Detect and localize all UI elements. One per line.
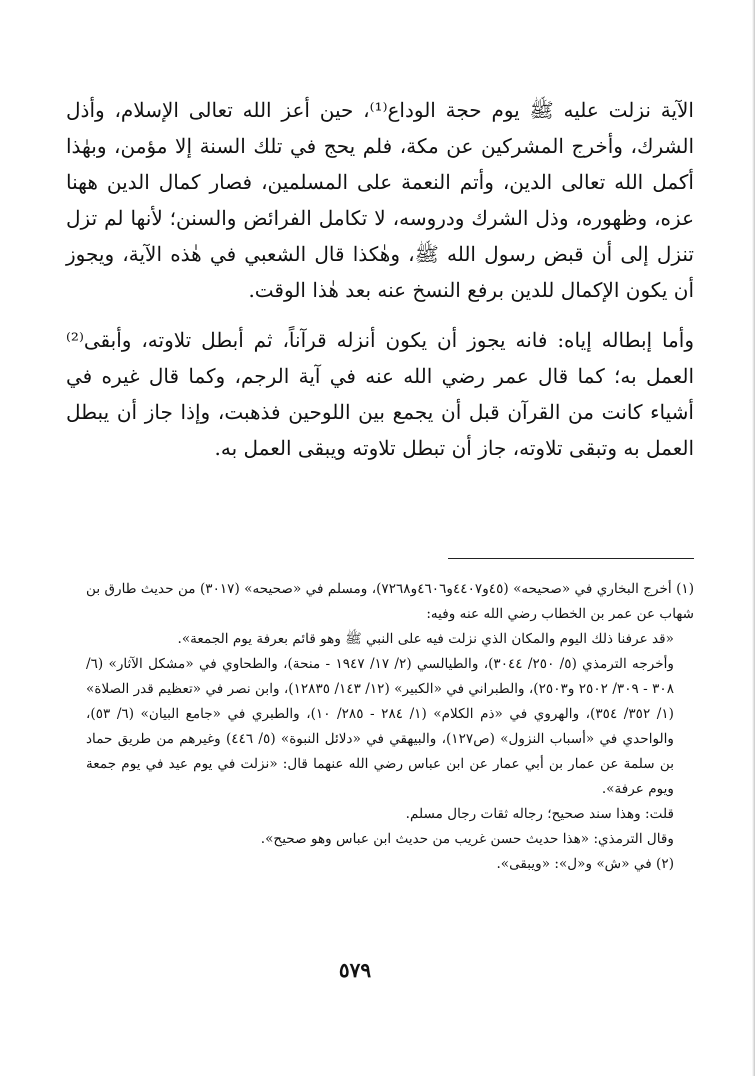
main-text: [66, 92, 694, 466]
footnote-separator: [448, 558, 694, 559]
paragraph: الآية نزلت عليه ﷺ يوم حجة الوداع⁽¹⁾، حين أعز الله تعالى الإسلام، وأذل الشرك، وأخرج المشركين عن مكة، فلم يحج في تلك السنة إلا مؤمن، وبهٰذا أكمل الله تعالى الدين، وأتم النعمة على المسلمين، فصار كمال الدين ههنا عزه، وظهوره، وذل الشرك ودروسه، لا تكامل الفرائض والسنن؛ لأنها لم تزل تنزل إلى أن قبض رسول الله ﷺ، وهٰكذا قال الشعبي في هٰذه الآية، ويجوز أن يكون الإكمال للدين برفع النسخ عنه بعد هٰذا الوقت.: [66, 98, 694, 302]
paragraph: وأما إبطاله إياه: فانه يجوز أن يكون أنزله قرآناً، ثم أبطل تلاوته، وأبقى⁽²⁾ العمل به؛ كما قال عمر رضي الله عنه في آية الرجم، وكما قال غيره في أشياء كانت من القرآن قبل أن يجمع بين اللوحين فذهبت، وإذا جاز أن يبطل العمل به وتبقى تلاوته، جاز أن تبطل تلاوته ويبقى العمل به.: [66, 328, 694, 460]
footnote-line: وأخرجه الترمذي (٥/ ٢٥٠/ ٣٠٤٤)، والطيالسي (٢/ ١٧/ ١٩٤٧ - منحة)، والطحاوي في «مشكل الآثار» (٦/ ٣٠٨ - ٣٠٩/ ٢٥٠٢ و٢٥٠٣)، والطبراني في «الكبير» (١٢/ ١٤٣/ ١٢٨٣٥)، وابن نصر في «تعظيم قدر الصلاة» (١/ ٣٥٢/ ٣٥٤)، والهروي في «ذم الكلام» (١/ ٢٨٤ - ٢٨٥/ ١٠)، والطبري في «جامع البيان» (٦/ ٥٣)، والواحدي في «أسباب النزول» (ص١٢٧)، والبيهقي في «دلائل النبوة» (٥/ ٤٤٦) وغيرهم من طريق حماد بن سلمة عن عمار بن أبي عمار عن ابن عباس رضي الله عنهما قال: «نزلت في يوم عيد في يوم جمعة ويوم عرفة».: [86, 656, 675, 797]
footnote-quote: «قد عرفنا ذلك اليوم والمكان الذي نزلت فيه على النبي ﷺ وهو قائم بعرفة يوم الجمعة».: [177, 631, 674, 647]
footnote-line: (١) أخرج البخاري في «صحيحه» (٤٥و٤٤٠٧و٤٦٠٦و٧٢٦٨)، ومسلم في «صحيحه» (٣٠١٧) من حديث طارق بن شهاب عن عمر بن الخطاب رضي الله عنه وفيه:: [86, 581, 694, 622]
footnote-line: وقال الترمذي: «هذا حديث حسن غريب من حديث ابن عباس وهو صحيح».: [260, 831, 674, 847]
footnotes: [86, 577, 694, 877]
footnote-line: قلت: وهذا سند صحيح؛ رجاله ثقات رجال مسلم.: [405, 806, 674, 822]
page-number: ٥٧٩: [338, 958, 372, 982]
footnote-line: (٢) في «ش» و«ل»: «ويبقى».: [496, 856, 674, 872]
